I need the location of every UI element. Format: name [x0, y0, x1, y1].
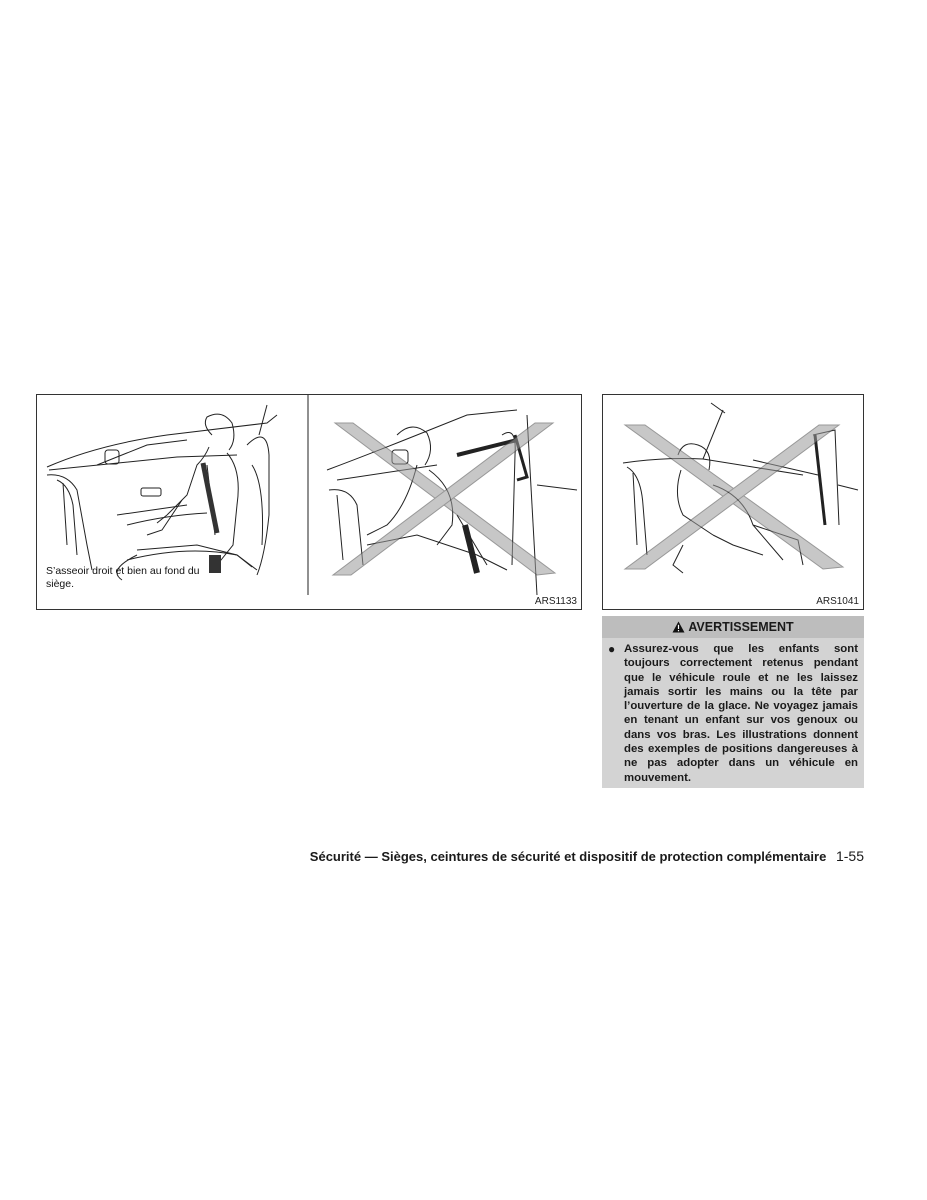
section-title: Sécurité — Sièges, ceintures de sécurité et dispositif de protection complémentaire — [309, 849, 827, 864]
figure-child-on-lap — [602, 394, 864, 610]
figure-code: ARS1041 — [816, 596, 859, 607]
page-footer — [310, 848, 864, 864]
warning-title: AVERTISSEMENT — [688, 620, 794, 634]
warning-text: Assurez-vous que les enfants sont toujours correctement retenus pendant que le véhicule roule et ne les laissez jamais sortir les mains ou la tête par l’ouverture de la glace. Ne voyagez jamais en tenant un enfant sur vos genoux ou dans vos bras. Les illustrations donnent des exemples de positions dangereuses à ne pas adopter dans un véhicule en mouvement. — [624, 643, 858, 784]
child-lap-illustration — [603, 395, 863, 609]
warning-box — [602, 616, 864, 788]
warning-body — [608, 642, 858, 785]
warning-triangle-icon — [672, 621, 685, 633]
figure-seating-positions — [36, 394, 582, 610]
figure-code: ARS1133 — [534, 596, 577, 607]
page-number: 1-55 — [835, 848, 864, 864]
warning-header — [602, 616, 864, 638]
bullet-icon: ● — [608, 642, 616, 656]
figure-caption: S’asseoir droit et bien au fond du siège. — [46, 565, 200, 590]
